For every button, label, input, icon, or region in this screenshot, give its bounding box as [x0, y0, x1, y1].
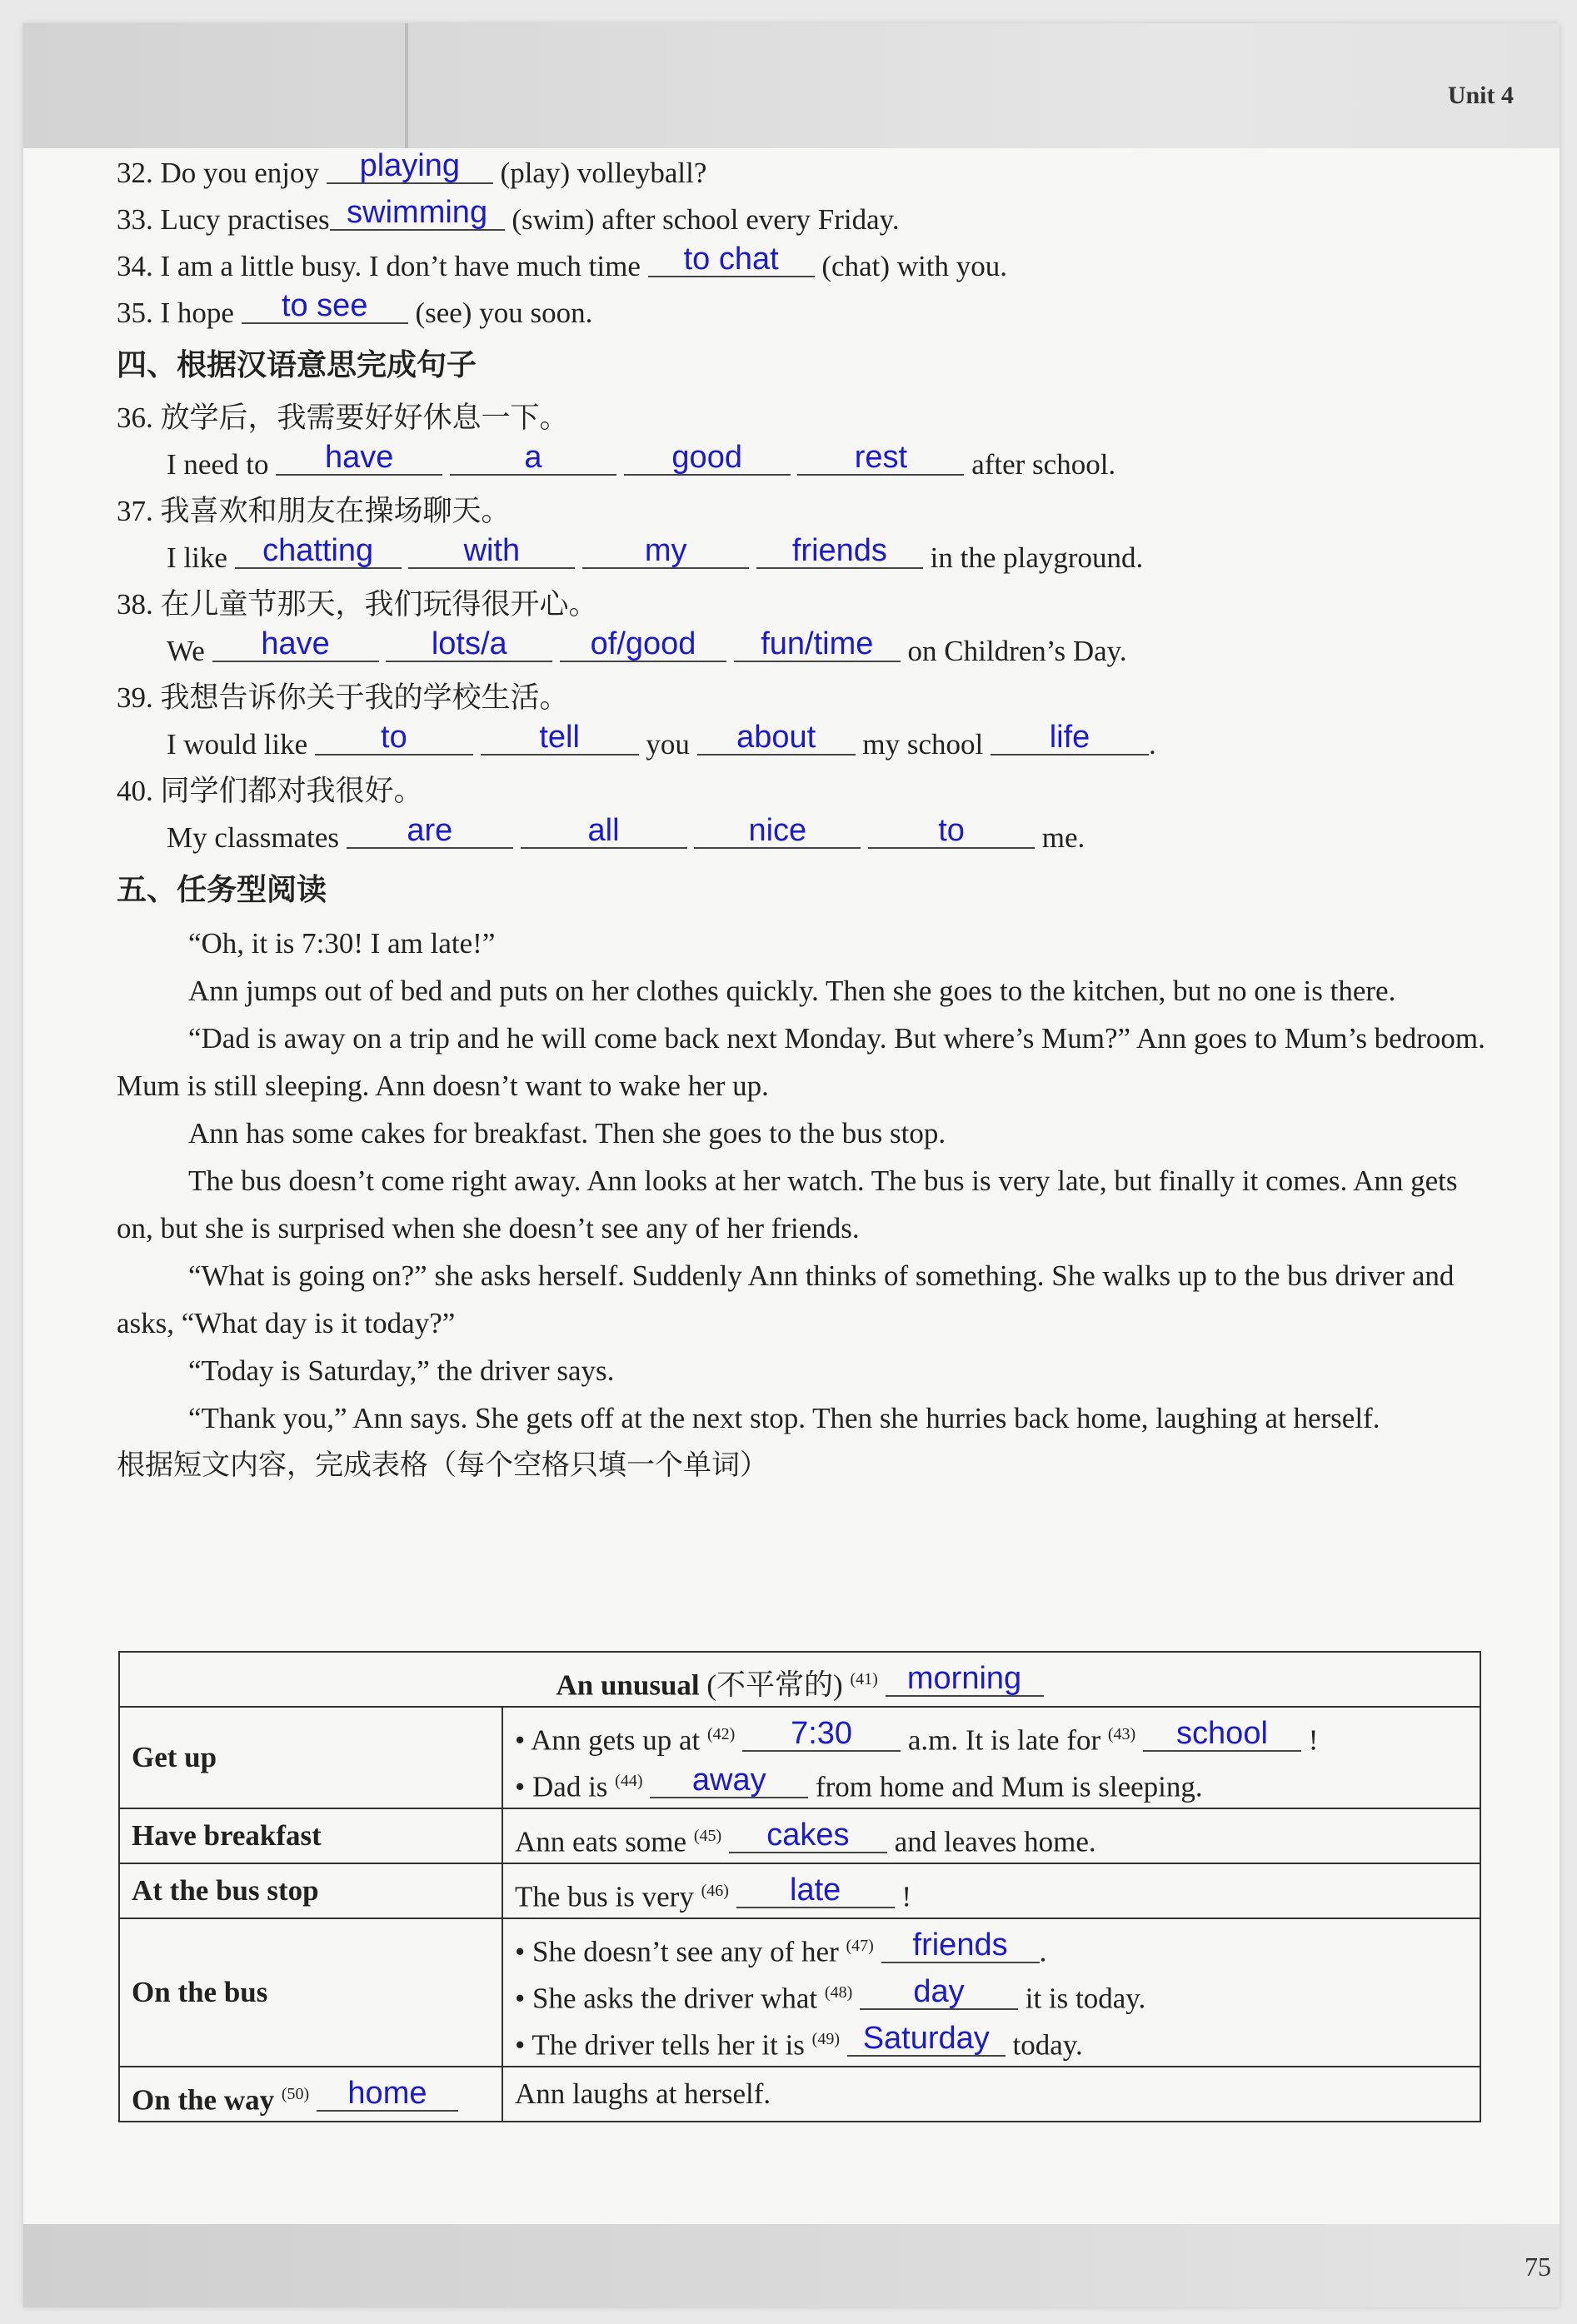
answer-blank[interactable]: Saturday	[847, 2022, 1006, 2057]
passage-paragraph: Ann has some cakes for breakfast. Then she goes to the bus stop.	[188, 1117, 946, 1150]
answer-blank[interactable]: with	[408, 534, 575, 569]
question-33: 33. Lucy practises swimming (swim) after school every Friday.	[117, 195, 900, 236]
answer-blank[interactable]: are	[347, 814, 513, 849]
page-number: 75	[1525, 2252, 1551, 2282]
question-39: 39. 我想告诉你关于我的学校生活。 I would like to tell you about my school life .	[117, 681, 1156, 761]
answer-blank[interactable]: cakes	[729, 1818, 887, 1853]
task-table	[118, 1651, 1481, 2122]
table-title-row: An unusual (不平常的) $^{(41)}$ morning	[119, 1652, 1480, 1707]
answer-blank[interactable]: have	[276, 441, 442, 476]
table-instruction: 根据短文内容，完成表格（每个空格只填一个单词）	[117, 1449, 768, 1482]
answer-blank[interactable]: swimming	[330, 196, 505, 231]
question-35: 35. I hope to see (see) you soon.	[117, 288, 593, 329]
answer-blank[interactable]: morning	[886, 1662, 1044, 1697]
answer-blank[interactable]: to	[868, 814, 1035, 849]
answer-blank[interactable]: chatting	[235, 534, 402, 569]
answer-blank[interactable]: lots/a	[386, 627, 552, 662]
unit-label: Unit 4	[1447, 82, 1514, 109]
question-38: 38. 在儿童节那天，我们玩得很开心。 We have lots/a of/good fun/time on Children’s Day.	[117, 588, 1127, 667]
answer-blank[interactable]: about	[697, 721, 856, 756]
answer-blank[interactable]: rest	[797, 441, 964, 476]
answer-blank[interactable]: a	[450, 441, 616, 476]
answer-blank[interactable]: tell	[481, 721, 639, 756]
passage-paragraph: “Oh, it is 7:30! I am late!”	[188, 927, 496, 960]
passage-paragraph: “Today is Saturday,” the driver says.	[188, 1354, 615, 1387]
answer-blank[interactable]: friends	[756, 534, 923, 569]
question-37: 37. 我喜欢和朋友在操场聊天。 I like chatting with my friends in the playground.	[117, 495, 1144, 574]
table-row: At the bus stop The bus is very $^{(46)}$ late !	[119, 1863, 1480, 1918]
passage-paragraph: “What is going on?” she asks herself. Suddenly Ann thinks of something. She walks up to the bus driver and asks, “What day is it today?”	[117, 1259, 1455, 1339]
answer-blank[interactable]: friends	[881, 1928, 1040, 1963]
section-heading-4: 四、根据汉语意思完成句子	[117, 348, 477, 382]
answer-blank[interactable]: life	[991, 721, 1149, 756]
answer-blank[interactable]: have	[212, 627, 379, 662]
answer-blank[interactable]: good	[624, 441, 791, 476]
answer-blank[interactable]: fun/time	[734, 627, 901, 662]
bottom-band	[23, 2224, 1560, 2307]
answer-blank[interactable]: playing	[327, 149, 493, 184]
reading-passage	[117, 920, 1500, 1442]
answer-blank[interactable]: nice	[694, 814, 861, 849]
passage-paragraph: “Dad is away on a trip and he will come back next Monday. But where’s Mum?” Ann goes to Mum’s bedroom. Mum is still sleeping. Ann doesn’t want to wake her up.	[117, 1022, 1485, 1102]
table-row: On the bus • She doesn’t see any of her $^{(47)}$ friends . • She asks the driver what $^{(48)}$ day it is today. • The driver tells her it is $^{(49)}$ Saturday today.	[119, 1918, 1480, 2067]
question-36: 36. 放学后，我需要好好休息一下。 I need to have a good rest after school.	[117, 401, 1116, 481]
passage-paragraph: “Thank you,” Ann says. She gets off at the next stop. Then she hurries back home, laughing at herself.	[188, 1402, 1380, 1434]
answer-blank[interactable]: to chat	[648, 242, 815, 277]
binding-line	[405, 23, 408, 148]
table-row: On the way $^{(50)}$ home Ann laughs at herself.	[119, 2067, 1480, 2122]
top-band	[23, 23, 1560, 148]
answer-blank[interactable]: day	[860, 1975, 1018, 2010]
passage-paragraph: Ann jumps out of bed and puts on her clothes quickly. Then she goes to the kitchen, but no one is there.	[188, 975, 1396, 1007]
answer-blank[interactable]: school	[1143, 1717, 1301, 1752]
table-row: Get up • Ann gets up at $^{(42)}$ 7:30 a.m. It is late for $^{(43)}$ school ! • Dad is $^{(44)}$ away from home and Mum is sleeping.	[119, 1707, 1480, 1808]
question-40: 40. 同学们都对我很好。 My classmates are all nice to me.	[117, 775, 1085, 854]
answer-blank[interactable]: late	[736, 1873, 895, 1908]
answer-blank[interactable]: away	[650, 1763, 808, 1798]
answer-blank[interactable]: my	[582, 534, 749, 569]
answer-blank[interactable]: 7:30	[742, 1717, 901, 1752]
section-heading-5: 五、任务型阅读	[117, 873, 327, 907]
passage-paragraph: The bus doesn’t come right away. Ann looks at her watch. The bus is very late, but finally it comes. Ann gets on, but she is surprised when she doesn’t see any of her friends.	[117, 1164, 1458, 1244]
answer-blank[interactable]: of/good	[560, 627, 726, 662]
exercise-content	[117, 150, 1500, 1489]
question-34: 34. I am a little busy. I don’t have much time to chat (chat) with you.	[117, 242, 1007, 282]
answer-blank[interactable]: to see	[242, 289, 408, 324]
answer-blank[interactable]: all	[521, 814, 687, 849]
answer-blank[interactable]: to	[315, 721, 473, 756]
table-row: Have breakfast Ann eats some $^{(45)}$ cakes and leaves home.	[119, 1808, 1480, 1863]
question-32: 32. Do you enjoy playing (play) volleyball?	[117, 148, 707, 189]
answer-blank[interactable]: home	[317, 2077, 458, 2112]
